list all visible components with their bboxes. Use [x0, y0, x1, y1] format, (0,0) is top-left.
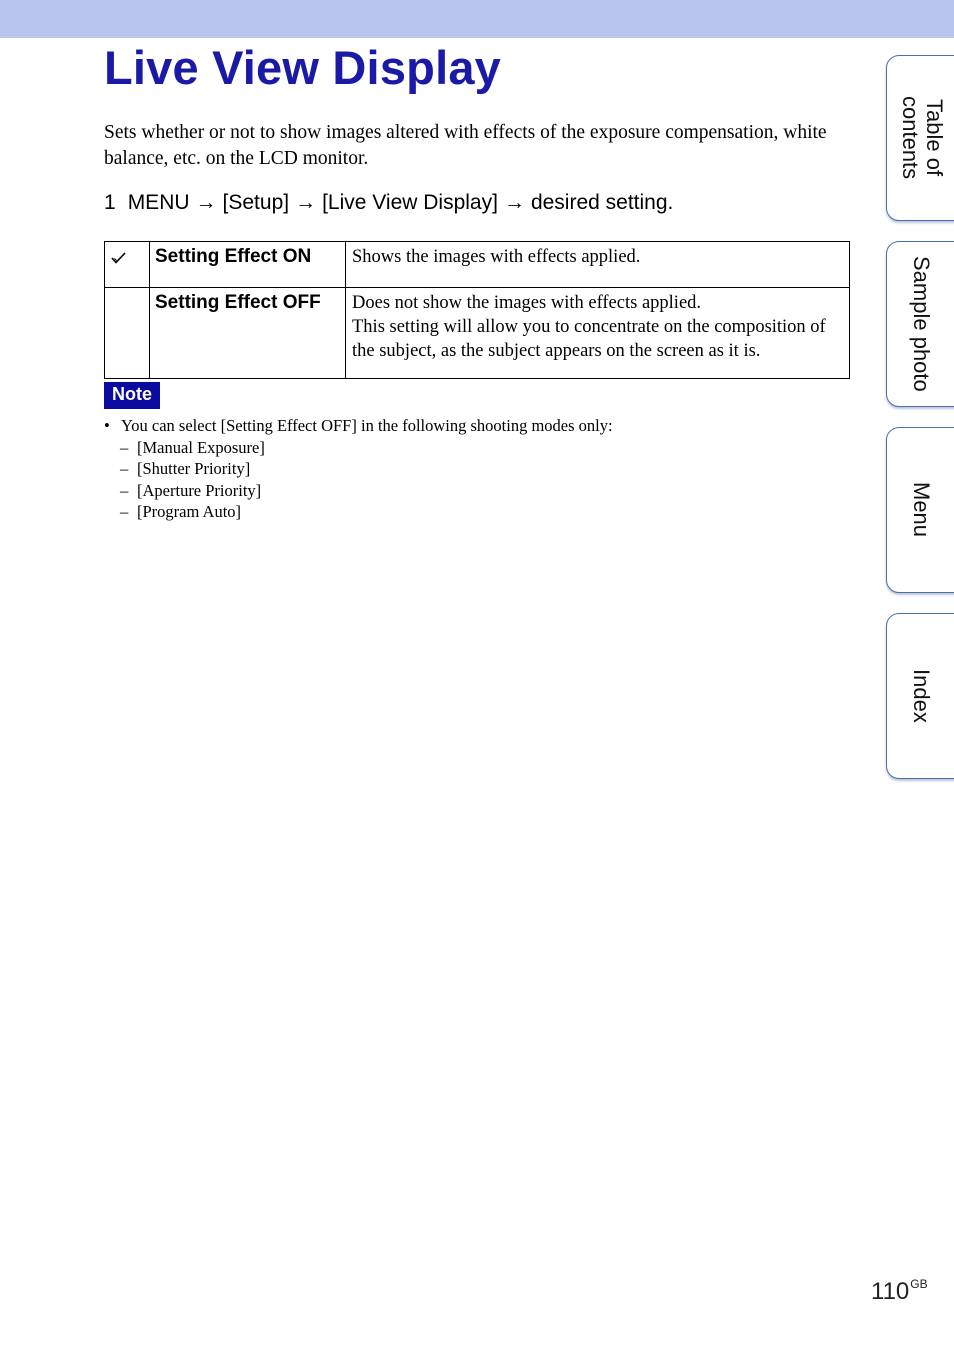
- step-menu: MENU: [127, 191, 190, 214]
- mode-name: [Aperture Priority]: [137, 480, 262, 500]
- step-desired-setting: desired setting.: [530, 191, 674, 214]
- setting-name: Setting Effect ON: [150, 242, 346, 288]
- description-line: Shows the images with effects applied.: [352, 247, 641, 267]
- list-item: [104, 480, 844, 502]
- arrow-right-icon: →: [195, 191, 217, 214]
- settings-table: [104, 241, 850, 379]
- step-setup: [Setup]: [222, 191, 290, 214]
- dash-icon: –: [120, 459, 129, 478]
- intro-paragraph: Sets whether or not to show images altered with effects of the exposure compensation, white balance, etc. on the LCD monitor.: [104, 122, 827, 169]
- mode-name: [Shutter Priority]: [137, 459, 251, 478]
- empty-marker-cell: [105, 288, 150, 379]
- table-row: [105, 288, 850, 379]
- dash-icon: –: [120, 502, 129, 521]
- note-badge: Note: [104, 382, 160, 409]
- bullet-icon: •: [104, 416, 110, 435]
- tab-label: Menu: [909, 482, 934, 538]
- default-marker-cell: [105, 242, 150, 288]
- dash-icon: –: [120, 480, 129, 500]
- note-bullet: [104, 415, 844, 437]
- setting-description: [346, 288, 850, 379]
- mode-name: [Manual Exposure]: [137, 437, 265, 457]
- page-number-value: 110: [871, 1278, 910, 1305]
- tab-label: Sample photo: [909, 256, 934, 392]
- tab-sample-photo[interactable]: [886, 241, 954, 407]
- tab-index[interactable]: [886, 613, 954, 779]
- note-list: [104, 415, 844, 523]
- page-number-suffix: GB: [910, 1277, 928, 1291]
- arrow-right-icon: →: [295, 191, 317, 214]
- menu-path-step: [104, 189, 673, 217]
- top-color-band: [0, 0, 954, 38]
- arrow-right-icon: →: [503, 191, 525, 214]
- tab-label: Table of contents: [898, 96, 947, 180]
- list-item: [104, 437, 844, 459]
- checkmark-icon: [110, 251, 128, 265]
- table-row: [105, 242, 850, 288]
- mode-name: [Program Auto]: [137, 502, 242, 521]
- description-line: Does not show the images with effects applied.: [352, 293, 702, 313]
- page-number: [871, 1278, 928, 1306]
- dash-icon: –: [120, 437, 129, 457]
- tab-label: Index: [909, 669, 934, 723]
- list-item: [104, 458, 844, 480]
- step-number: 1: [104, 191, 116, 214]
- setting-name: Setting Effect OFF: [150, 288, 346, 379]
- tab-menu[interactable]: [886, 427, 954, 593]
- step-live-view-display: [Live View Display]: [322, 191, 498, 214]
- list-item: [104, 501, 844, 523]
- description-line: This setting will allow you to concentrate on the composition of the subject, as the subject appears on the screen as it is.: [352, 317, 826, 361]
- tab-table-of-contents[interactable]: [886, 55, 954, 221]
- page-title: Live View Display: [104, 41, 502, 94]
- note-text: You can select [Setting Effect OFF] in the following shooting modes only:: [121, 416, 613, 435]
- setting-description: [346, 242, 850, 288]
